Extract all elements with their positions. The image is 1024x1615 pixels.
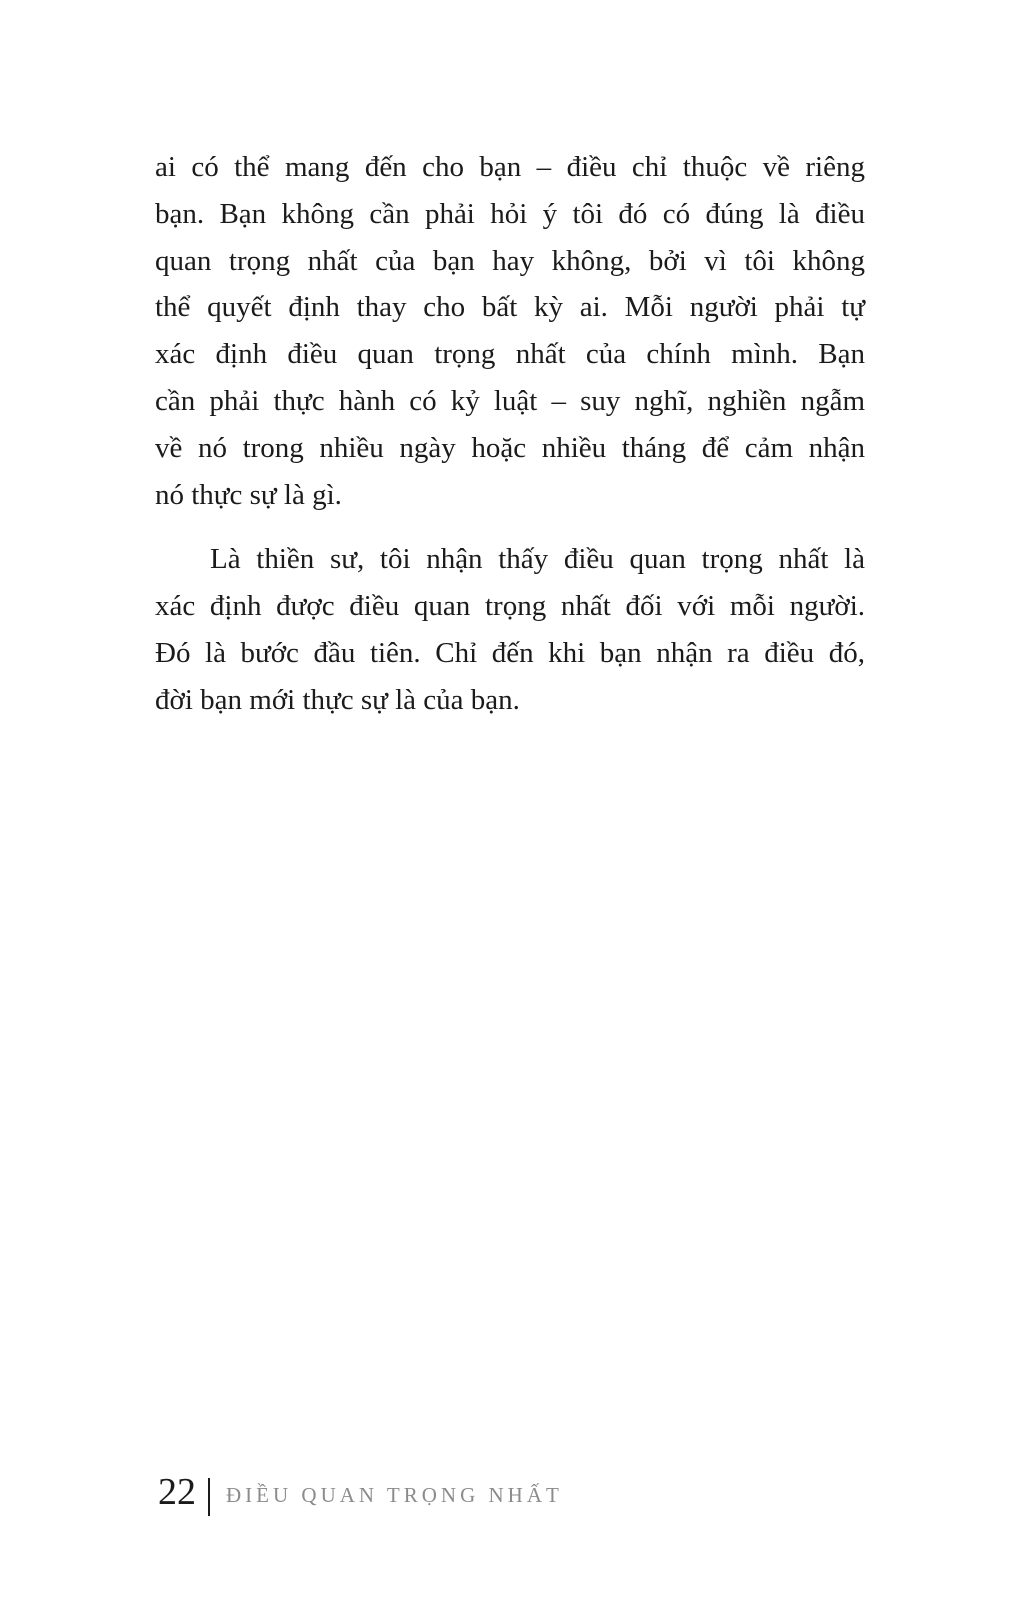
text-line: về nó trong nhiều ngày hoặc nhiều tháng để cảm nhận [155, 431, 865, 464]
paragraph [155, 536, 865, 723]
text-line: thể quyết định thay cho bất kỳ ai. Mỗi người phải tự [155, 291, 865, 324]
text-line: quan trọng nhất của bạn hay không, bởi vì tôi không [155, 244, 865, 277]
text-line: Là thiền sư, tôi nhận thấy điều quan trọng nhất là [210, 543, 865, 576]
running-title: ĐIỀU QUAN TRỌNG NHẤT [226, 1483, 563, 1507]
text-line: cần phải thực hành có kỷ luật – suy nghĩ, nghiền ngẫm [155, 384, 865, 417]
page-footer [158, 1472, 563, 1512]
text-line: ai có thể mang đến cho bạn – điều chỉ thuộc về riêng [155, 151, 865, 183]
text-line: nó thực sự là gì. [155, 478, 342, 511]
footer-divider-rule [208, 1478, 210, 1516]
text-line: xác định điều quan trọng nhất của chính mình. Bạn [155, 338, 865, 371]
text-line: xác định được điều quan trọng nhất đối với mỗi người. [155, 590, 865, 623]
paragraph [155, 144, 865, 518]
text-line: Đó là bước đầu tiên. Chỉ đến khi bạn nhận ra điều đó, [155, 636, 865, 669]
text-line: đời bạn mới thực sự là của bạn. [155, 683, 520, 716]
body-text [155, 144, 865, 724]
page-number: 22 [158, 1471, 196, 1513]
text-line: bạn. Bạn không cần phải hỏi ý tôi đó có đúng là điều [155, 197, 865, 230]
